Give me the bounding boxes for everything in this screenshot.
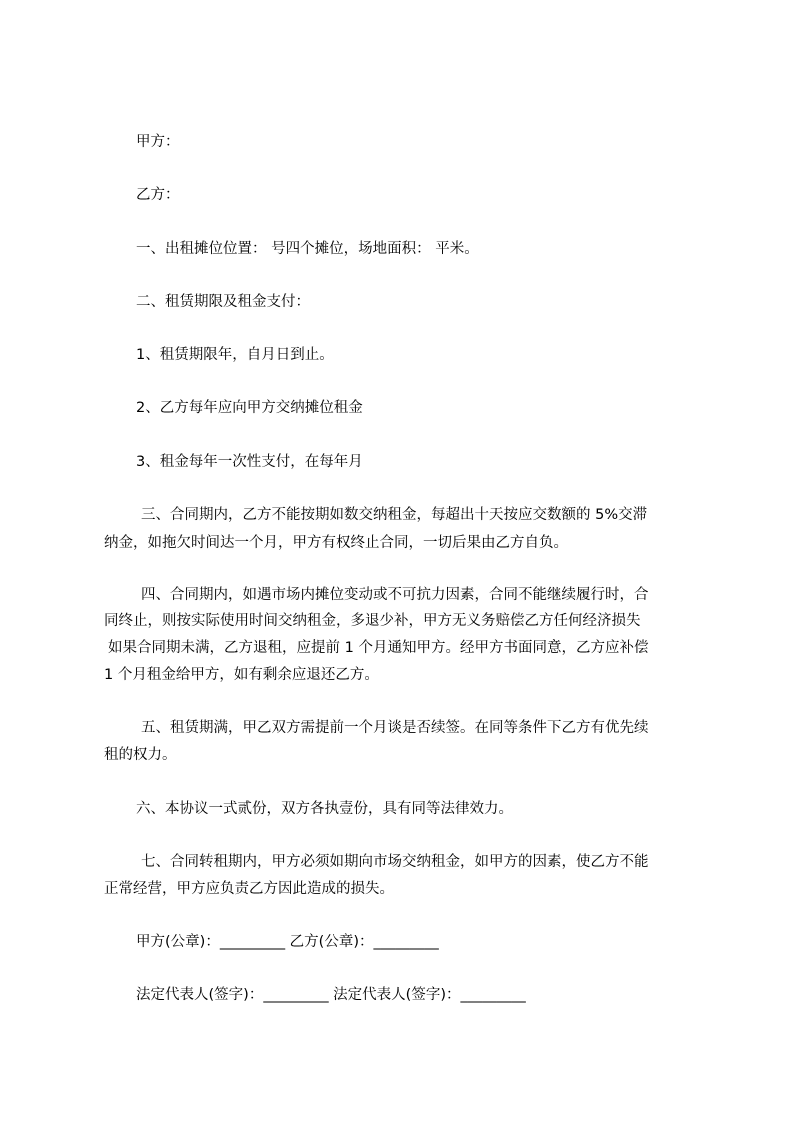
clause-2-heading: 二、租赁期限及租金支付： [136, 294, 310, 310]
clause-4-line-1: 四、合同期内，如遇市场内摊位变动或不可抗力因素，合同不能继续履行时，合 [141, 587, 649, 603]
clause-2-item-1: 1、租赁期限年，自月日到止。 [136, 347, 334, 363]
clause-4-line-2: 同终止，则按实际使用时间交纳租金，多退少补，甲方无义务赔偿乙方任何经济损失 [104, 613, 641, 629]
clause-7-line-2: 正常经营，甲方应负责乙方因此造成的损失。 [104, 881, 394, 897]
party-a-label: 甲方： [136, 134, 180, 150]
clause-4-line-3: 如果合同期未满，乙方退租，应提前 1 个月通知甲方。经甲方书面同意，乙方应补偿 [108, 640, 649, 656]
clause-4-line-4: 1 个月租金给甲方，如有剩余应退还乙方。 [104, 667, 379, 683]
seal-line: 甲方(公章)：_________ 乙方(公章)：_________ [136, 934, 439, 950]
clause-2-item-2: 2、乙方每年应向甲方交纳摊位租金 [136, 400, 363, 416]
clause-1: 一、出租摊位位置： 号四个摊位，场地面积： 平米。 [136, 241, 479, 257]
clause-6: 六、本协议一式贰份，双方各执壹份，具有同等法律效力。 [136, 801, 513, 817]
clause-3-line-2: 纳金，如拖欠时间达一个月，甲方有权终止合同，一切后果由乙方自负。 [104, 535, 568, 551]
clause-3-line-1: 三、合同期内，乙方不能按期如数交纳租金，每超出十天按应交数额的 5%交滞 [141, 507, 648, 523]
clause-5-line-2: 租的权力。 [104, 747, 177, 763]
party-b-label: 乙方： [136, 187, 180, 203]
clause-2-item-3: 3、租金每年一次性支付，在每年月 [136, 454, 363, 470]
signature-line: 法定代表人(签字)：_________ 法定代表人(签字)：_________ [136, 987, 526, 1003]
clause-7-line-1: 七、合同转租期内，甲方必须如期向市场交纳租金，如甲方的因素，使乙方不能 [141, 854, 649, 870]
clause-5-line-1: 五、租赁期满，甲乙双方需提前一个月谈是否续签。在同等条件下乙方有优先续 [141, 720, 649, 736]
